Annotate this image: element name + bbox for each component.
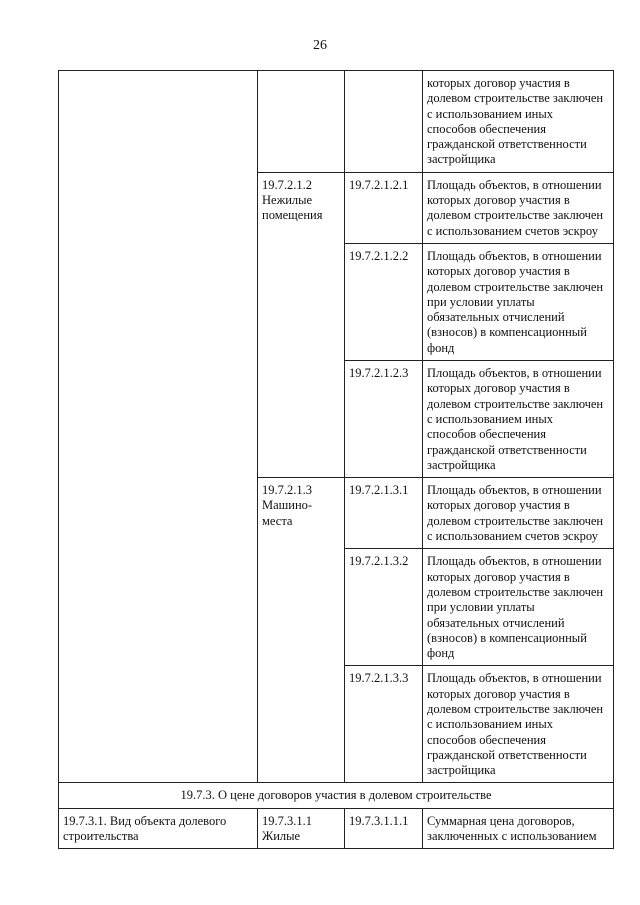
text-line: застройщика (427, 763, 496, 778)
text-line: долевом строительстве заключен (427, 91, 604, 106)
group-cell (258, 478, 345, 783)
text-line: заключенных с использованием (427, 829, 597, 844)
group-cell (258, 172, 345, 477)
text-line: строительства (63, 829, 139, 844)
table-row (59, 71, 614, 173)
empty-cell (59, 71, 258, 783)
text-line: 19.7.3.1. Вид объекта долевого (63, 813, 227, 828)
empty-cell (345, 71, 423, 173)
description-cell (423, 549, 614, 666)
text-line: с использованием счетов эскроу (427, 529, 598, 544)
section-heading: 19.7.3. О цене договоров участия в долевом строительстве (59, 783, 614, 808)
text-line: обязательных отчислений (427, 310, 565, 325)
group-name-line: места (262, 513, 293, 528)
page-number: 26 (313, 38, 327, 53)
group-code: 19.7.3.1.1 (262, 813, 312, 828)
text-line: долевом строительстве заключен (427, 513, 604, 528)
text-line: способов обеспечения (427, 121, 546, 136)
text-line: долевом строительстве заключен (427, 208, 604, 223)
section-row (59, 783, 614, 808)
text-line: долевом строительстве заключен (427, 584, 604, 599)
text-line: которых договор участия в (427, 569, 570, 584)
text-line: Площадь объектов, в отношении (427, 554, 602, 569)
description-cell (423, 71, 614, 173)
code-cell: 19.7.2.1.2.2 (345, 243, 423, 360)
text-line: способов обеспечения (427, 427, 546, 442)
text-line: Площадь объектов, в отношении (427, 483, 602, 498)
text-line: способов обеспечения (427, 732, 546, 747)
text-line: гражданской ответственности (427, 442, 587, 457)
text-line: при условии уплаты (427, 294, 535, 309)
group-code: 19.7.2.1.2 (262, 177, 312, 192)
text-line: которых договор участия в (427, 381, 570, 396)
disclosure-table (58, 70, 614, 849)
code-cell: 19.7.2.1.3.3 (345, 666, 423, 783)
text-line: застройщика (427, 457, 496, 472)
text-line: которых договор участия в (427, 264, 570, 279)
text-line: гражданской ответственности (427, 137, 587, 152)
text-line: (взносов) в компенсационный (427, 325, 587, 340)
text-line: при условии уплаты (427, 600, 535, 615)
text-line: (взносов) в компенсационный (427, 630, 587, 645)
description-cell (423, 243, 614, 360)
code-cell: 19.7.2.1.3.1 (345, 478, 423, 549)
text-line: с использованием иных (427, 717, 554, 732)
text-line: долевом строительстве заключен (427, 279, 604, 294)
group-name-line: Машино- (262, 498, 313, 513)
group-cell (258, 808, 345, 849)
text-line: с использованием иных (427, 106, 554, 121)
text-line: фонд (427, 646, 455, 661)
code-cell: 19.7.2.1.2.1 (345, 172, 423, 243)
group-name-line: Нежилые (262, 193, 313, 208)
description-cell (423, 361, 614, 478)
text-line: которых договор участия в (427, 498, 570, 513)
text-line: Площадь объектов, в отношении (427, 366, 602, 381)
description-cell (423, 808, 614, 849)
text-line: которых договор участия в (427, 193, 570, 208)
text-line: гражданской ответственности (427, 747, 587, 762)
text-line: которых договор участия в (427, 686, 570, 701)
text-line: Площадь объектов, в отношении (427, 671, 602, 686)
code-cell: 19.7.3.1.1.1 (345, 808, 423, 849)
group-name-line: Жилые (262, 829, 301, 844)
text-line: фонд (427, 340, 455, 355)
text-line: застройщика (427, 152, 496, 167)
description-cell (423, 172, 614, 243)
text-line: Площадь объектов, в отношении (427, 177, 602, 192)
group-code: 19.7.2.1.3 (262, 483, 312, 498)
table-row (59, 808, 614, 849)
code-cell: 19.7.2.1.2.3 (345, 361, 423, 478)
text-line: Площадь объектов, в отношении (427, 248, 602, 263)
description-cell (423, 666, 614, 783)
code-cell: 19.7.2.1.3.2 (345, 549, 423, 666)
text-line: которых договор участия в (427, 76, 570, 90)
text-line: обязательных отчислений (427, 615, 565, 630)
group-name-line: помещения (262, 208, 323, 223)
text-line: Суммарная цена договоров, (427, 813, 575, 828)
text-line: долевом строительстве заключен (427, 701, 604, 716)
text-line: долевом строительстве заключен (427, 396, 604, 411)
object-type-cell (59, 808, 258, 849)
empty-cell (258, 71, 345, 173)
text-line: с использованием иных (427, 411, 554, 426)
text-line: с использованием счетов эскроу (427, 223, 598, 238)
description-cell (423, 478, 614, 549)
